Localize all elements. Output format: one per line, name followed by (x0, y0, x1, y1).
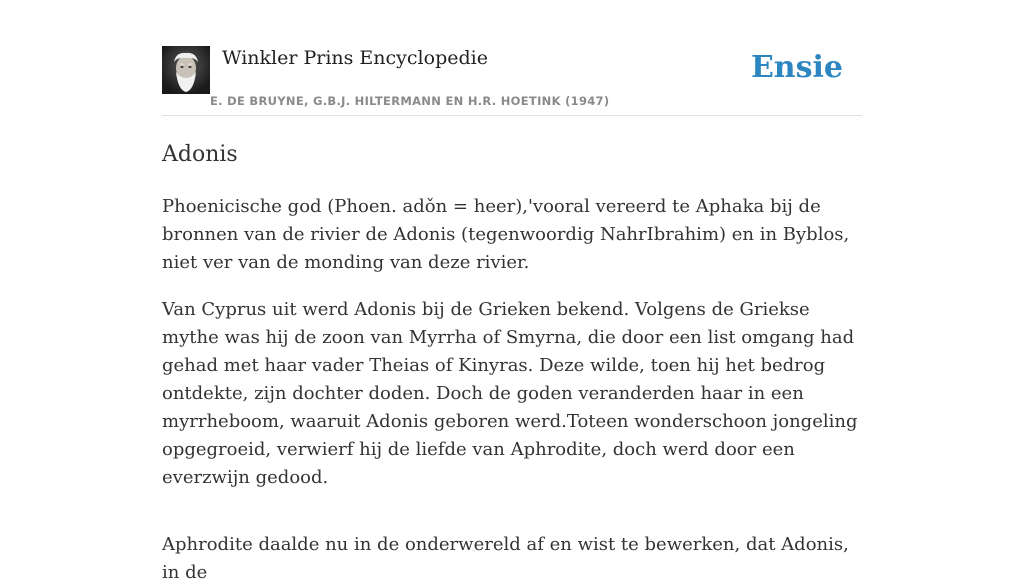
article-paragraph: Aphrodite daalde nu in de onderwereld af en wist te bewerken, dat Adonis, in de (162, 534, 849, 583)
article-paragraph: Van Cyprus uit werd Adonis bij de Grieken bekend. Volgens de Griekse mythe was hij de zoon van Myrrha of Smyrna, die door een list omgang had gehad met haar vader Theias of Kinyras. Deze wilde, toen hij het bedrog ontdekte, zijn dochter doden. Doch de goden veranderden haar in een myrrheboom, waaruit Adonis geboren werd.Toteen wonderschoon jongeling opgegroeid, verwierf hij de liefde van Aphrodite, doch werd door een everzwijn gedood. (162, 299, 858, 488)
author-portrait-icon[interactable] (162, 46, 210, 94)
article-body (162, 140, 862, 587)
article-title: Adonis (162, 142, 238, 167)
authors-byline: E. DE BRUYNE, G.B.J. HILTERMANN EN H.R. HOETINK (1947) (210, 94, 610, 108)
article-paragraph: Phoenicische god (Phoen. adǒn = heer),'vooral vereerd te Aphaka bij de bronnen van de rivier de Adonis (tegenwoordig NahrIbrahim) en in Byblos, niet ver van de monding van deze rivier. (162, 196, 850, 273)
ensie-logo-link[interactable]: Ensie (750, 50, 843, 85)
book-title-link[interactable]: Winkler Prins Encyclopedie (222, 47, 488, 69)
site-header (162, 46, 862, 116)
